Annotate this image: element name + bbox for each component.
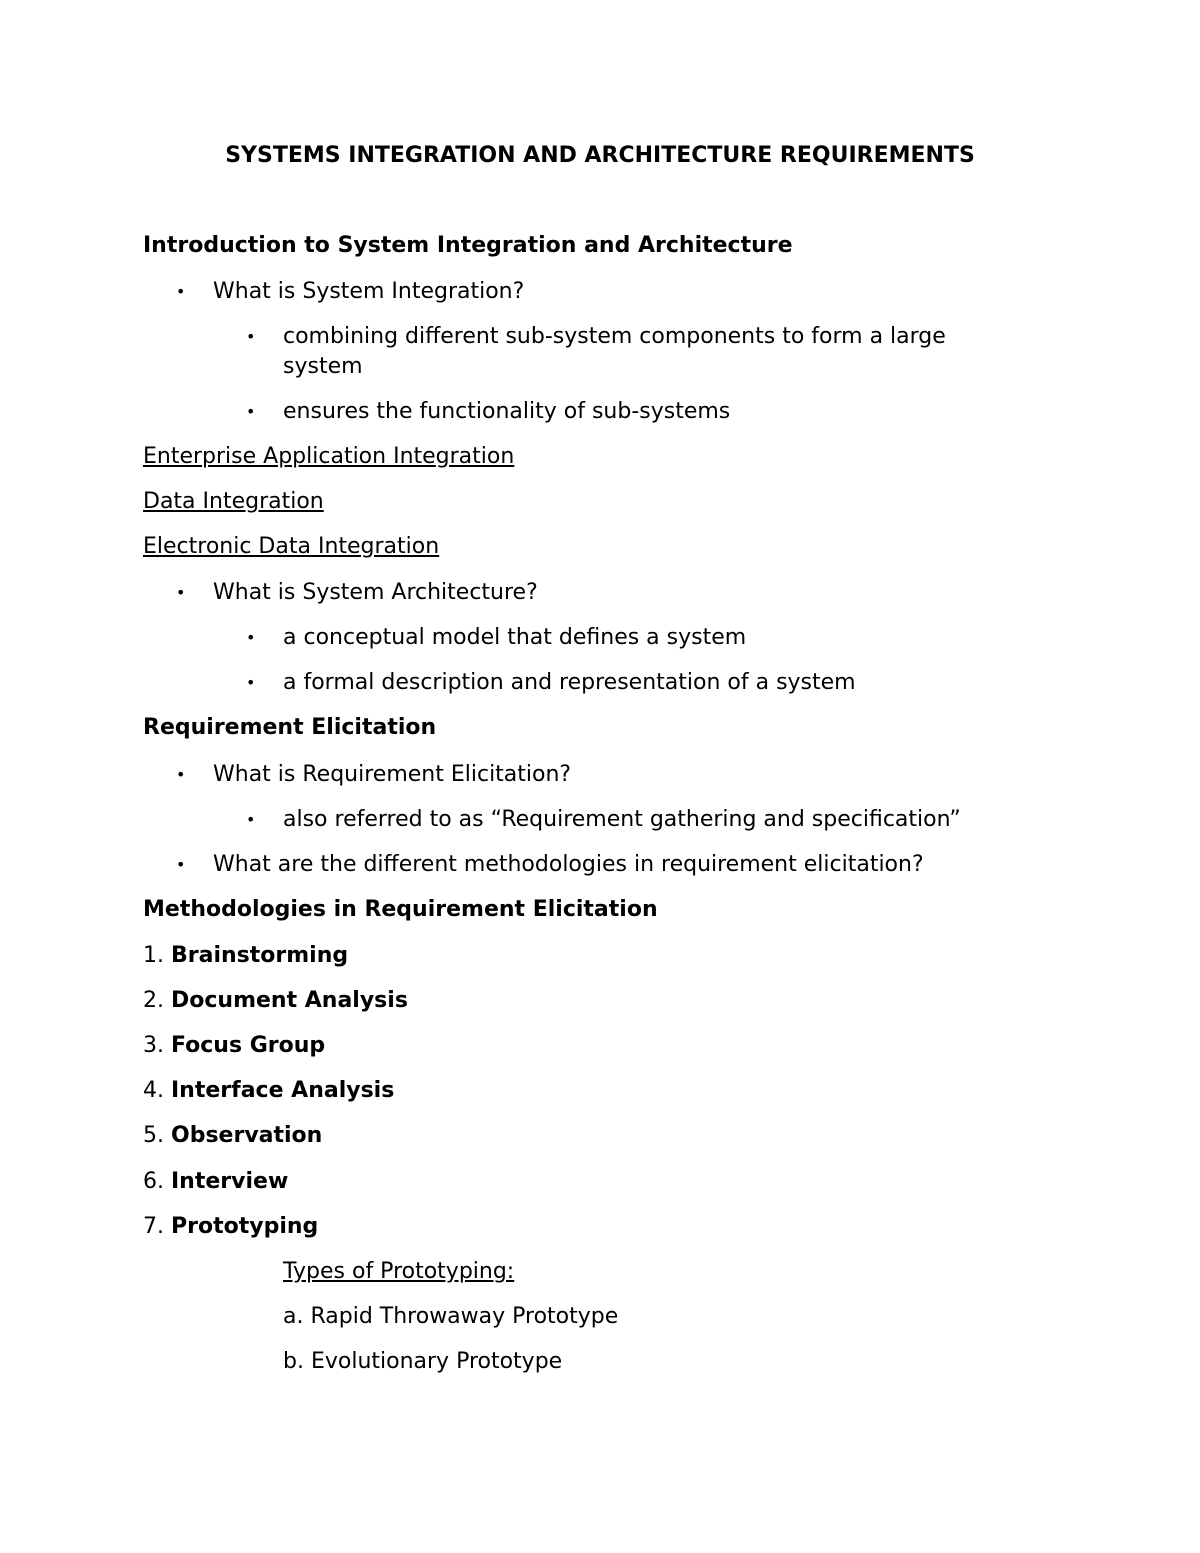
bullet-icon: • [176, 583, 186, 602]
item-label: Interview [171, 1169, 289, 1194]
bullet-icon: • [246, 402, 256, 421]
item-number: 3. [143, 1033, 164, 1058]
item-number: 1. [143, 943, 164, 968]
item-label: Interface Analysis [171, 1078, 395, 1103]
section-heading-introduction: Introduction to System Integration and Architecture [143, 233, 793, 258]
answer-line: ensures the functionality of sub-systems [283, 399, 731, 424]
question-requirement-elicitation: What is Requirement Elicitation? [213, 762, 572, 787]
prototyping-type-item: a. Rapid Throwaway Prototype [283, 1304, 619, 1329]
item-label: Prototyping [171, 1214, 319, 1239]
document-title: SYSTEMS INTEGRATION AND ARCHITECTURE REQUIREMENTS [225, 143, 975, 168]
bullet-icon: • [176, 765, 186, 784]
prototyping-type-item: b. Evolutionary Prototype [283, 1349, 563, 1374]
answer-line: a formal description and representation of a system [283, 670, 856, 695]
answer-line: combining different sub-system components to form a large [283, 324, 946, 349]
item-number: 6. [143, 1169, 164, 1194]
section-heading-requirement-elicitation: Requirement Elicitation [143, 715, 437, 740]
question-methodologies: What are the different methodologies in requirement elicitation? [213, 852, 924, 877]
numbered-item-prototyping [143, 1212, 318, 1242]
question-system-architecture: What is System Architecture? [213, 580, 538, 605]
link-electronic-data-integration[interactable]: Electronic Data Integration [143, 534, 440, 559]
bullet-icon: • [176, 282, 186, 301]
item-number: 5. [143, 1123, 164, 1148]
bullet-icon: • [246, 628, 256, 647]
answer-line: also referred to as “Requirement gathering and specification” [283, 807, 961, 832]
link-enterprise-application-integration[interactable]: Enterprise Application Integration [143, 444, 515, 469]
answer-line: a conceptual model that defines a system [283, 625, 747, 650]
section-heading-methodologies: Methodologies in Requirement Elicitation [143, 897, 658, 922]
bullet-icon: • [246, 810, 256, 829]
item-label: Document Analysis [171, 988, 408, 1013]
item-label: Brainstorming [171, 943, 349, 968]
numbered-item-document-analysis [143, 986, 408, 1016]
numbered-item-observation [143, 1121, 322, 1151]
numbered-item-focus-group [143, 1031, 325, 1061]
item-number: 7. [143, 1214, 164, 1239]
answer-line-continued: system [283, 354, 363, 379]
link-data-integration[interactable]: Data Integration [143, 489, 324, 514]
question-system-integration: What is System Integration? [213, 279, 525, 304]
item-label: Observation [171, 1123, 323, 1148]
prototyping-types-label: Types of Prototyping: [283, 1259, 515, 1284]
item-label: Focus Group [171, 1033, 326, 1058]
numbered-item-interview [143, 1167, 288, 1197]
item-number: 2. [143, 988, 164, 1013]
bullet-icon: • [246, 327, 256, 346]
item-number: 4. [143, 1078, 164, 1103]
numbered-item-interface-analysis [143, 1076, 394, 1106]
bullet-icon: • [176, 855, 186, 874]
bullet-icon: • [246, 673, 256, 692]
numbered-item-brainstorming [143, 941, 348, 971]
